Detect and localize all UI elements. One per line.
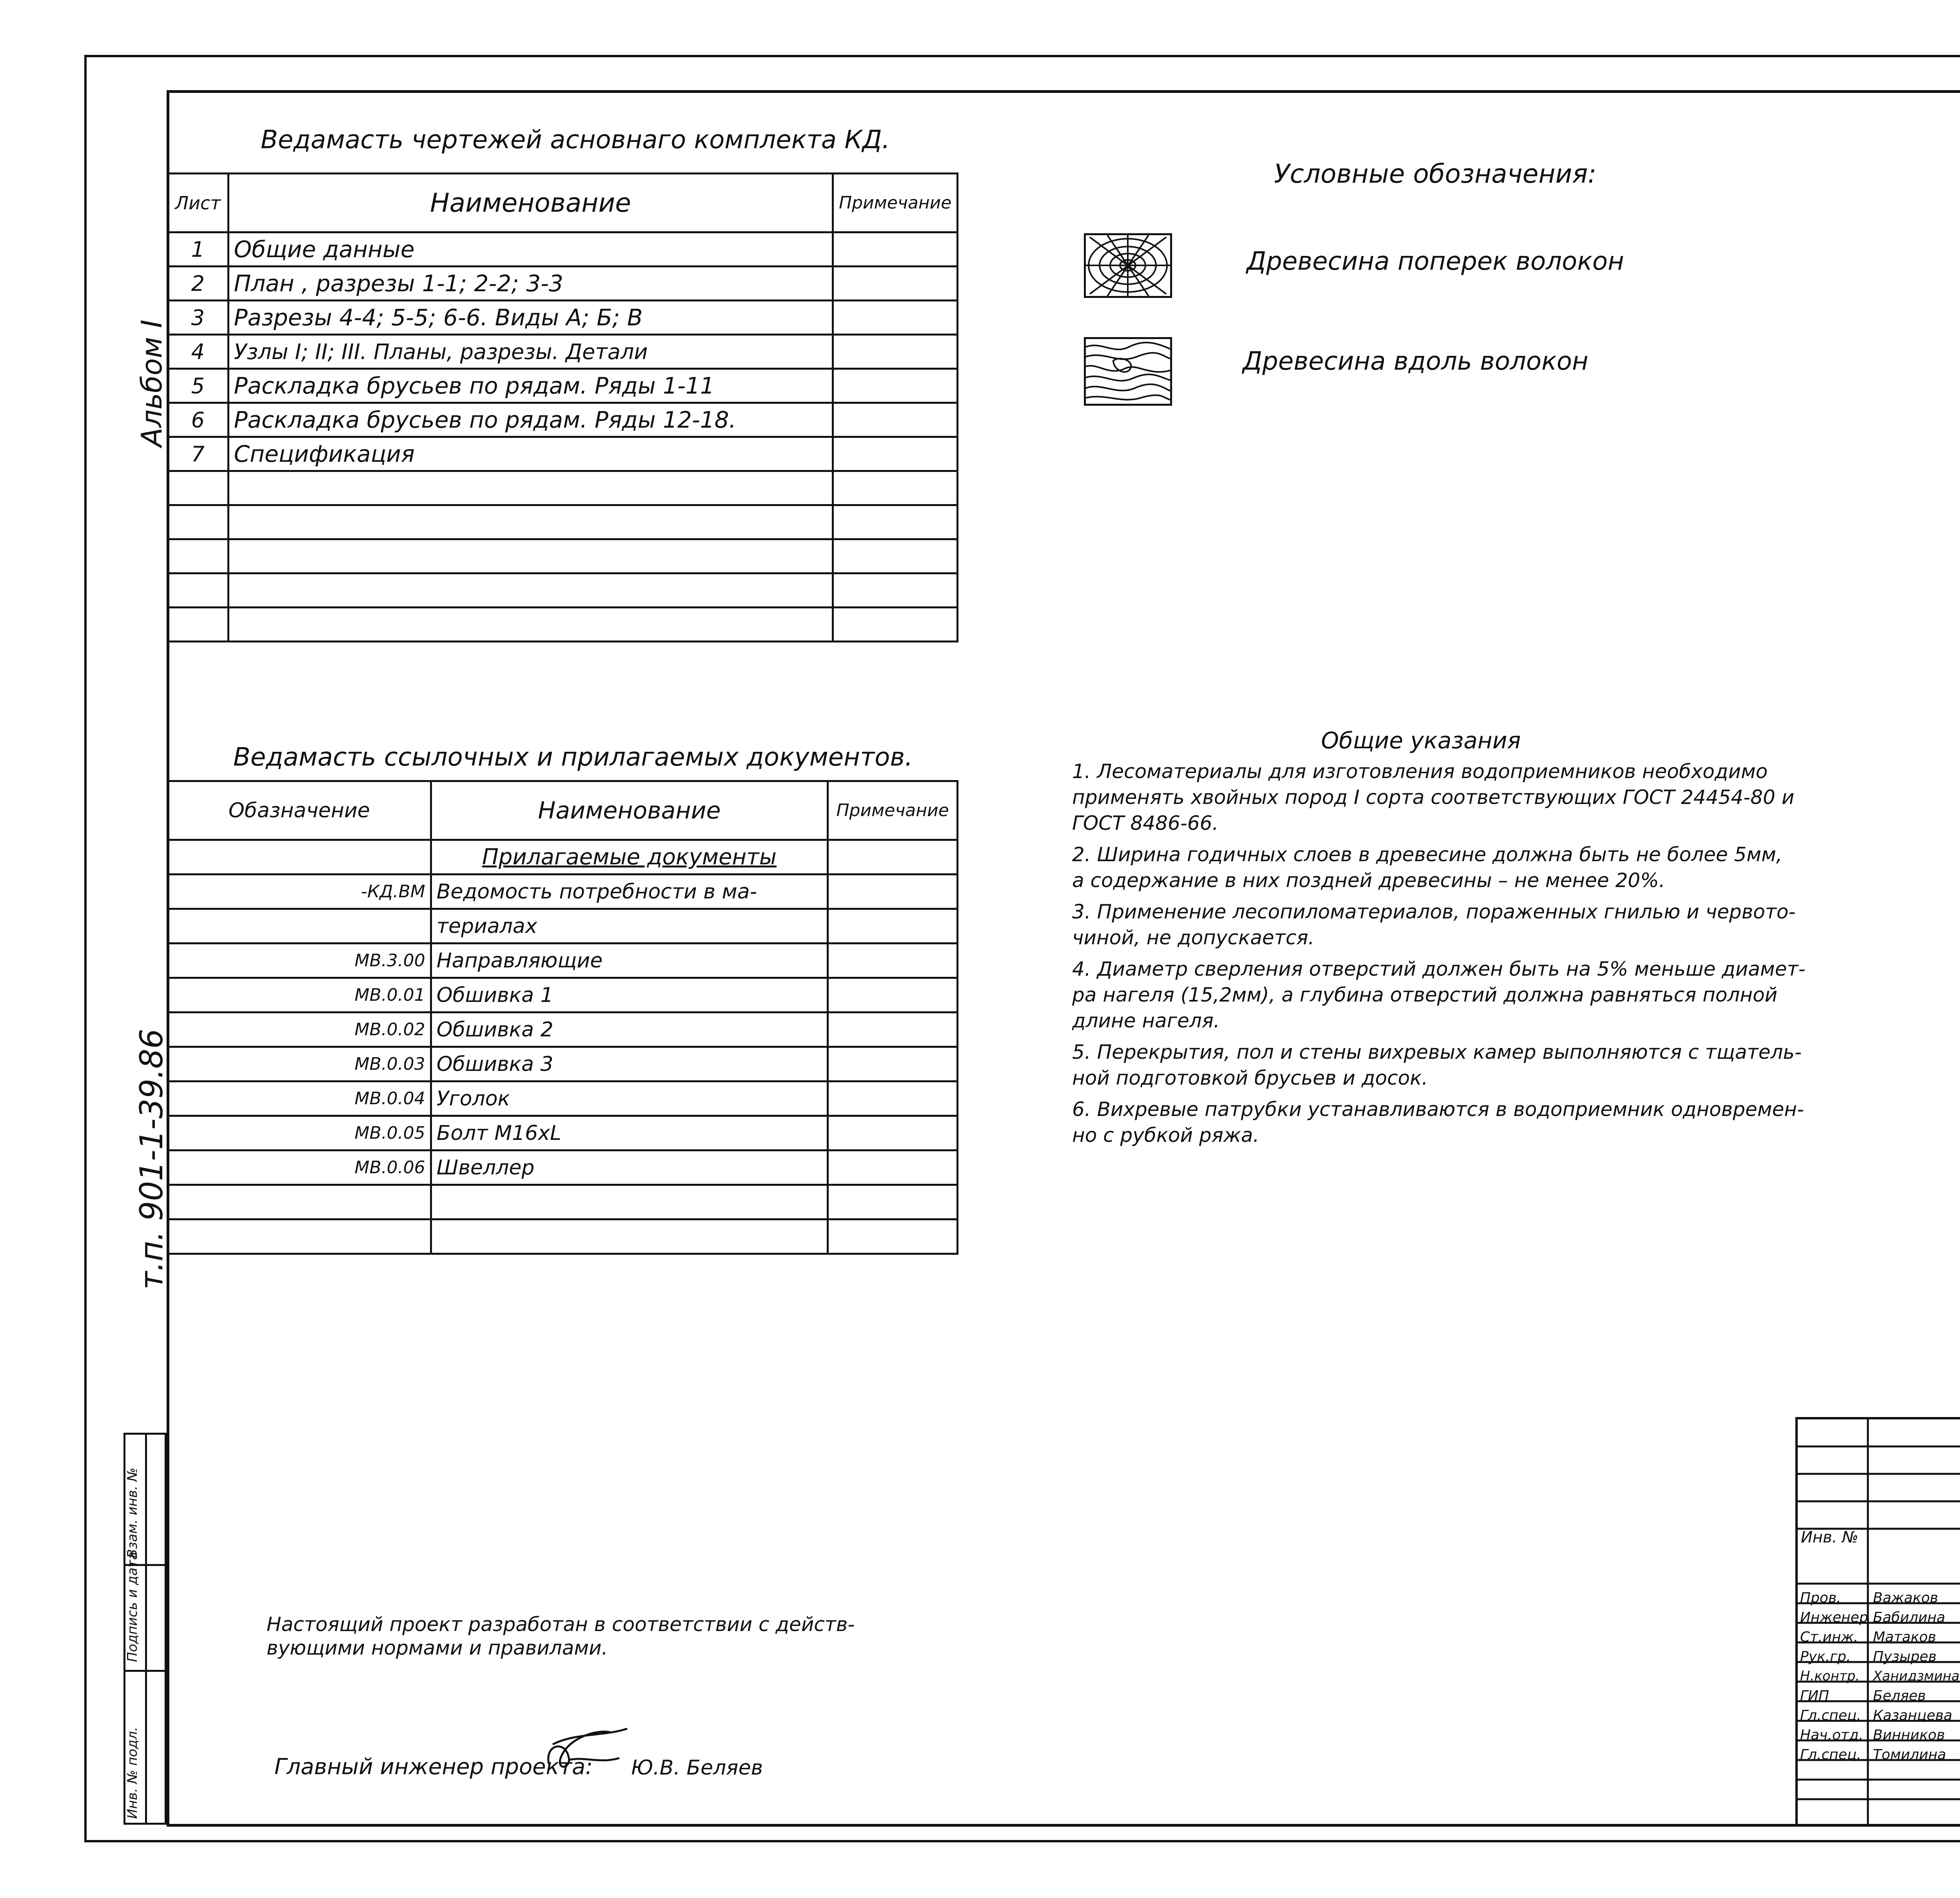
staff-name: Томилина xyxy=(1873,1747,1946,1763)
row-note xyxy=(833,369,958,403)
row-note xyxy=(828,1047,958,1081)
table-row-empty xyxy=(168,471,958,505)
table-row xyxy=(168,909,958,944)
col-header-note: Примечание xyxy=(828,781,958,840)
legend-title: Условные обозначения: xyxy=(1274,159,1597,189)
row-note xyxy=(828,1081,958,1116)
row-designation: МВ.0.05 xyxy=(168,1116,431,1150)
staff-name: Винников xyxy=(1873,1727,1945,1743)
table-row xyxy=(168,232,958,267)
staff-role: Гл.спец. xyxy=(1800,1747,1861,1763)
staff-name: Важаков xyxy=(1873,1590,1938,1606)
table-row-empty xyxy=(168,608,958,642)
references-list-table xyxy=(167,780,958,1255)
strip-label-inv-orig: Инв. № подл. xyxy=(125,1727,140,1819)
col-header-sheet: Лист xyxy=(168,174,229,232)
chief-engineer-name: Ю.В. Беляев xyxy=(631,1756,763,1780)
staff-name: Матаков xyxy=(1873,1629,1936,1645)
table-row xyxy=(168,944,958,978)
row-name: Ведомость потребности в ма- xyxy=(431,875,828,909)
row-designation: МВ.0.01 xyxy=(168,978,431,1013)
table-row xyxy=(168,1116,958,1150)
row-note xyxy=(828,875,958,909)
staff-role: Н.контр. xyxy=(1800,1668,1860,1684)
row-name: Общие данные xyxy=(228,232,833,267)
row-name: Прилагаемые документы xyxy=(431,840,828,875)
row-note xyxy=(833,301,958,335)
row-name: Спецификация xyxy=(228,437,833,471)
legend-item-along-grain: Древесина вдоль волокон xyxy=(1243,347,1588,376)
table-row xyxy=(168,267,958,301)
strip-label-signature-date: Подпись и дата xyxy=(125,1551,140,1662)
table-row-empty xyxy=(168,1219,958,1254)
general-note-line: 1. Лесоматериалы для изготовления водоприемников необходимо xyxy=(1072,760,1768,783)
drawings-list-table xyxy=(167,172,958,642)
table-row xyxy=(168,1150,958,1185)
compliance-line-2: вующими нормами и правилами. xyxy=(267,1637,608,1659)
general-note-line: 2. Ширина годичных слоев в древесине должна быть не более 5мм, xyxy=(1072,843,1782,866)
staff-role: Гл.спец. xyxy=(1800,1707,1861,1724)
row-name: Швеллер xyxy=(431,1150,828,1185)
general-note-line: но с рубкой ряжа. xyxy=(1072,1124,1259,1147)
strip-label-replace-inv: Взам. инв. № xyxy=(125,1468,140,1558)
row-designation: МВ.0.06 xyxy=(168,1150,431,1185)
chief-engineer-label: Главный инженер проекта: xyxy=(274,1754,593,1780)
row-designation: МВ.0.03 xyxy=(168,1047,431,1081)
table-row xyxy=(168,335,958,369)
row-designation xyxy=(168,909,431,944)
row-name: Разрезы 4-4; 5-5; 6-6. Виды А; Б; В xyxy=(228,301,833,335)
row-designation: МВ.0.02 xyxy=(168,1013,431,1047)
table-row-empty xyxy=(168,505,958,539)
table-row-empty xyxy=(168,1185,958,1219)
table-row xyxy=(168,369,958,403)
row-name: Обшивка 2 xyxy=(431,1013,828,1047)
table-row xyxy=(168,1047,958,1081)
row-note xyxy=(828,1013,958,1047)
row-name: Направляющие xyxy=(431,944,828,978)
title-block xyxy=(1795,1417,1960,1827)
general-notes-body xyxy=(1072,758,1806,1148)
staff-name: Пузырев xyxy=(1873,1649,1937,1665)
row-note xyxy=(828,1116,958,1150)
row-sheet: 3 xyxy=(168,301,229,335)
row-note xyxy=(833,232,958,267)
row-name: Обшивка 1 xyxy=(431,978,828,1013)
album-label: Альбом I xyxy=(135,319,168,447)
row-name: Уголок xyxy=(431,1081,828,1116)
staff-name: Казанцева xyxy=(1873,1707,1953,1724)
project-designation-vertical: т.п. 901-1-39.86 xyxy=(133,1029,170,1290)
compliance-line-1: Настоящий проект разработан в соответствии с действ- xyxy=(267,1613,855,1636)
general-note-line: 3. Применение лесопиломатериалов, пораженных гнилью и червото- xyxy=(1072,900,1796,923)
table-row xyxy=(168,301,958,335)
row-name: Болт М16хL xyxy=(431,1116,828,1150)
table-row-empty xyxy=(168,539,958,573)
references-list-title: Ведамасть ссылочных и прилагаемых документов. xyxy=(233,743,913,772)
drawings-list-title: Ведамасть чертежей асновнаго комплекта КД. xyxy=(261,125,890,154)
row-name: териалах xyxy=(431,909,828,944)
row-name: Узлы I; II; III. Планы, разрезы. Детали xyxy=(228,335,833,369)
general-note-line: 6. Вихревые патрубки устанавливаются в водоприемник одновремен- xyxy=(1072,1098,1804,1121)
staff-name: Беляев xyxy=(1873,1688,1926,1704)
inv-label: Инв. № xyxy=(1801,1528,1858,1546)
table-row xyxy=(168,1013,958,1047)
table-row xyxy=(168,978,958,1013)
general-note-line: чиной, не допускается. xyxy=(1072,926,1315,949)
row-sheet: 4 xyxy=(168,335,229,369)
staff-name: Бабилина xyxy=(1873,1609,1945,1626)
wood-cross-grain-icon xyxy=(1084,233,1172,298)
col-header-name: Наименование xyxy=(431,781,828,840)
general-note-line: ГОСТ 8486-66. xyxy=(1072,812,1219,835)
general-note-line: ной подготовкой брусьев и досок. xyxy=(1072,1067,1428,1089)
general-note-line: 4. Диаметр сверления отверстий должен быть на 5% меньше диамет- xyxy=(1072,958,1806,980)
col-header-name: Наименование xyxy=(228,174,833,232)
row-designation: МВ.0.04 xyxy=(168,1081,431,1116)
staff-role: ГИП xyxy=(1800,1688,1829,1704)
row-designation xyxy=(168,840,431,875)
row-note xyxy=(833,267,958,301)
row-sheet: 1 xyxy=(168,232,229,267)
staff-role: Инженер xyxy=(1800,1609,1868,1626)
table-row xyxy=(168,403,958,437)
staff-role: Рук.гр. xyxy=(1800,1649,1851,1665)
table-row-empty xyxy=(168,573,958,608)
row-name: План , разрезы 1-1; 2-2; 3-3 xyxy=(228,267,833,301)
row-note xyxy=(828,909,958,944)
general-note-line: 5. Перекрытия, пол и стены вихревых камер выполняются с тщатель- xyxy=(1072,1041,1802,1063)
table-row xyxy=(168,1081,958,1116)
table-row xyxy=(168,437,958,471)
row-note xyxy=(828,978,958,1013)
row-designation: МВ.3.00 xyxy=(168,944,431,978)
general-note-line: а содержание в них поздней древесины – не менее 20%. xyxy=(1072,869,1665,892)
row-name: Раскладка брусьев по рядам. Ряды 12-18. xyxy=(228,403,833,437)
row-sheet: 2 xyxy=(168,267,229,301)
col-header-designation: Обазначение xyxy=(168,781,431,840)
row-designation: -КД.ВМ xyxy=(168,875,431,909)
staff-role: Ст.инж. xyxy=(1800,1629,1858,1645)
general-note-line: ра нагеля (15,2мм), а глубина отверстий должна равняться полной xyxy=(1072,983,1778,1006)
row-name: Обшивка 3 xyxy=(431,1047,828,1081)
staff-role: Пров. xyxy=(1800,1590,1841,1606)
wood-along-grain-icon xyxy=(1084,337,1172,406)
general-notes-title: Общие указания xyxy=(1321,727,1521,754)
legend-item-cross-grain: Древесина поперек волокон xyxy=(1247,247,1624,276)
row-note xyxy=(828,944,958,978)
row-note xyxy=(833,437,958,471)
row-note xyxy=(828,1150,958,1185)
row-sheet: 6 xyxy=(168,403,229,437)
row-name: Раскладка брусьев по рядам. Ряды 1-11 xyxy=(228,369,833,403)
col-header-note: Примечание xyxy=(833,174,958,232)
row-sheet: 7 xyxy=(168,437,229,471)
staff-role: Нач.отд. xyxy=(1800,1727,1864,1743)
table-row xyxy=(168,875,958,909)
general-note-line: применять хвойных пород I сорта соответствующих ГОСТ 24454-80 и xyxy=(1072,786,1795,809)
row-sheet: 5 xyxy=(168,369,229,403)
table-row xyxy=(168,840,958,875)
row-note xyxy=(833,335,958,369)
general-note-line: длине нагеля. xyxy=(1072,1009,1220,1032)
chief-engineer-signature xyxy=(541,1721,631,1780)
row-note xyxy=(833,403,958,437)
staff-name: Ханидзмина xyxy=(1873,1668,1960,1684)
row-note xyxy=(828,840,958,875)
